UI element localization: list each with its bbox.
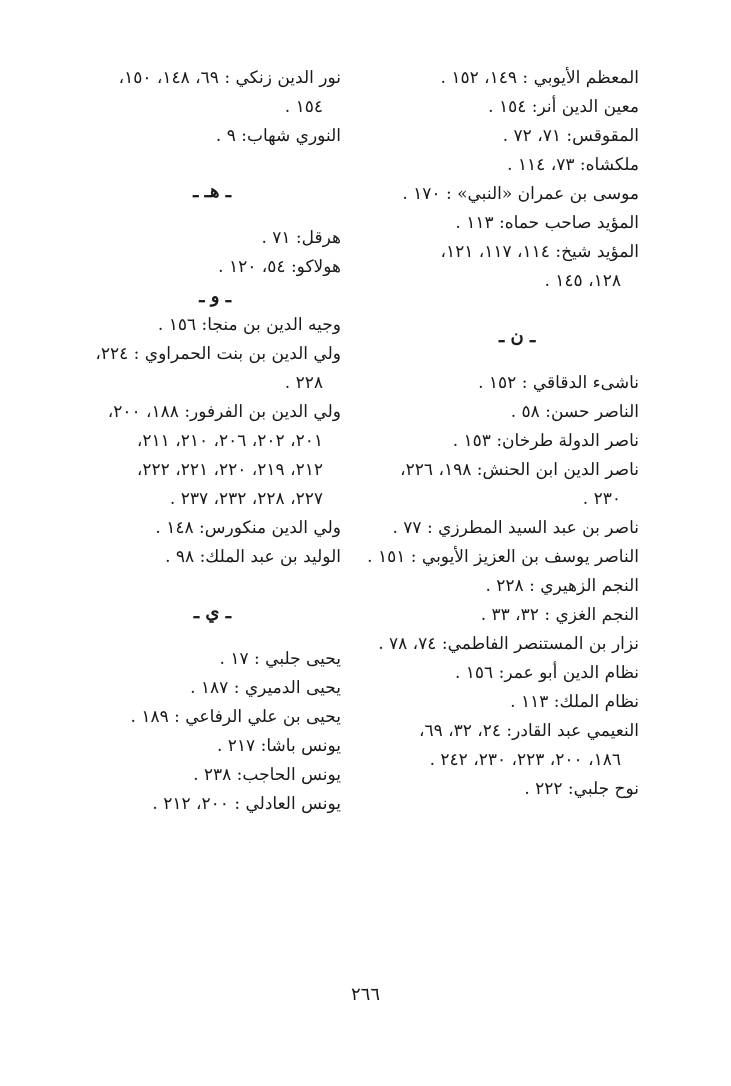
index-entry: [349, 514, 639, 543]
section-header-waw: ـ و ـ: [199, 286, 231, 307]
index-entry: [41, 732, 341, 761]
section-header-ya: ـ ي ـ: [193, 602, 231, 623]
index-entry-continuation: ٢٣٠ .: [582, 489, 621, 509]
index-entry: [349, 369, 639, 398]
index-entry-text: ولي الدين منكورس: ١٤٨ .: [155, 518, 341, 538]
index-entry-text: المقوقس: ٧١، ٧٢ .: [502, 126, 639, 146]
index-entry-text: ولي الدين بن الفرفور: ١٨٨، ٢٠٠،: [107, 402, 341, 422]
entries-waw: [41, 311, 341, 572]
index-entry: [41, 790, 341, 819]
index-entry: [349, 209, 639, 238]
index-entry: [349, 93, 639, 122]
index-entry-text: ملكشاه: ٧٣، ١١٤ .: [507, 155, 639, 175]
index-entry-text: نظام الملك: ١١٣ .: [510, 692, 639, 712]
index-entry-text: النجم الزهيري : ٢٢٨ .: [485, 576, 639, 596]
entries-ya: [41, 645, 341, 819]
index-entry-continuation: ١٢٨، ١٤٥ .: [544, 271, 621, 291]
index-entry-text: موسى بن عمران «النبي» : ١٧٠ .: [402, 184, 639, 204]
index-entry: [41, 122, 341, 151]
index-entry-text: معين الدين أنر: ١٥٤ .: [488, 97, 639, 117]
index-entry: [41, 398, 341, 514]
index-entry: [41, 311, 341, 340]
index-entry-text: الناصر يوسف بن العزيز الأيوبي : ١٥١ .: [367, 547, 639, 567]
index-entry-text: نظام الدين أبو عمر: ١٥٦ .: [454, 663, 639, 683]
index-entry: [349, 151, 639, 180]
entries-ha: [41, 224, 341, 282]
index-entry: [349, 456, 639, 514]
index-entry-continuation: ٢٠١، ٢٠٢، ٢٠٦، ٢١٠، ٢١١،: [136, 431, 323, 451]
index-entry: [349, 398, 639, 427]
index-entry-text: ناشىء الدقاقي : ١٥٢ .: [478, 373, 639, 393]
index-entry-text: ناصر بن عبد السيد المطرزي : ٧٧ .: [392, 518, 639, 538]
index-entry: [41, 645, 341, 674]
index-entry-text: يحيى بن علي الرفاعي : ١٨٩ .: [130, 707, 341, 727]
index-entry-continuation: ١٥٤ .: [284, 97, 323, 117]
index-entry-text: ناصر الدين ابن الحنش: ١٩٨، ٢٢٦،: [400, 460, 639, 480]
index-entry: [349, 122, 639, 151]
index-entry-text: يحيى الدميري : ١٨٧ .: [190, 678, 341, 698]
index-entry: [349, 427, 639, 456]
index-entry-text: هرقل: ٧١ .: [261, 228, 341, 248]
index-entry-text: النجم الغزي : ٣٢، ٣٣ .: [480, 605, 639, 625]
index-entry-text: النعيمي عبد القادر: ٢٤، ٣٢، ٦٩،: [418, 721, 639, 741]
index-entry: [349, 717, 639, 775]
index-entry: [41, 674, 341, 703]
index-entry-text: المعظم الأيوبي : ١٤٩، ١٥٢ .: [440, 68, 639, 88]
index-entry-text: النوري شهاب: ٩ .: [215, 126, 341, 146]
index-entry-continuation: ٢٢٨ .: [284, 373, 323, 393]
index-entry-text: يونس العادلي : ٢٠٠، ٢١٢ .: [152, 794, 341, 814]
entries-nun: [349, 369, 639, 804]
index-entry-continuation: ٢٢٧، ٢٢٨، ٢٣٢، ٢٣٧ .: [169, 489, 323, 509]
index-entry-text: يونس الحاجب: ٢٣٨ .: [193, 765, 341, 785]
index-entry-text: الناصر حسن: ٥٨ .: [510, 402, 639, 422]
entries-left-top: [41, 64, 341, 151]
index-entry: [349, 630, 639, 659]
index-entry-continuation: ١٨٦، ٢٠٠، ٢٢٣، ٢٣٠، ٢٤٢ .: [429, 750, 621, 770]
index-entry-text: نور الدين زنكي : ٦٩، ١٤٨، ١٥٠،: [118, 68, 341, 88]
index-entry-text: المؤيد شيخ: ١١٤، ١١٧، ١٢١،: [440, 242, 639, 262]
index-entry: [349, 775, 639, 804]
index-entry-text: ولي الدين بن بنت الحمراوي : ٢٢٤،: [95, 344, 341, 364]
index-entry-text: يحيى جلبي : ١٧ .: [219, 649, 341, 669]
section-header-nun: ـ ن ـ: [499, 326, 536, 347]
index-entry: [349, 572, 639, 601]
index-entry: [349, 238, 639, 296]
index-entry: [41, 543, 341, 572]
index-entry-text: نوح جلبي: ٢٢٢ .: [524, 779, 639, 799]
index-entry-text: يونس باشا: ٢١٧ .: [216, 736, 341, 756]
index-entry-continuation: ٢١٢، ٢١٩، ٢٢٠، ٢٢١، ٢٢٢،: [136, 460, 323, 480]
page-number: ٢٦٦: [350, 984, 380, 1005]
index-entry: [349, 659, 639, 688]
index-entry-text: الوليد بن عبد الملك: ٩٨ .: [165, 547, 341, 567]
index-entry-text: نزار بن المستنصر الفاطمي: ٧٤، ٧٨ .: [378, 634, 639, 654]
entries-right-top: [349, 64, 639, 296]
index-entry-text: ناصر الدولة طرخان: ١٥٣ .: [452, 431, 639, 451]
index-entry: [41, 253, 341, 282]
index-entry: [41, 340, 341, 398]
index-entry: [41, 761, 341, 790]
section-header-ha: ـ هـ ـ: [193, 181, 231, 202]
index-entry: [349, 688, 639, 717]
index-entry: [41, 64, 341, 122]
index-entry: [349, 543, 639, 572]
index-entry-text: المؤيد صاحب حماه: ١١٣ .: [455, 213, 639, 233]
index-column-right: [349, 64, 639, 804]
index-entry-text: وجيه الدين بن منجا: ١٥٦ .: [157, 315, 341, 335]
index-entry: [349, 601, 639, 630]
index-entry: [41, 703, 341, 732]
index-column-left: [41, 64, 341, 819]
index-entry: [349, 64, 639, 93]
index-entry-text: هولاكو: ٥٤، ١٢٠ .: [218, 257, 341, 277]
index-entry: [349, 180, 639, 209]
index-entry: [41, 514, 341, 543]
index-entry: [41, 224, 341, 253]
